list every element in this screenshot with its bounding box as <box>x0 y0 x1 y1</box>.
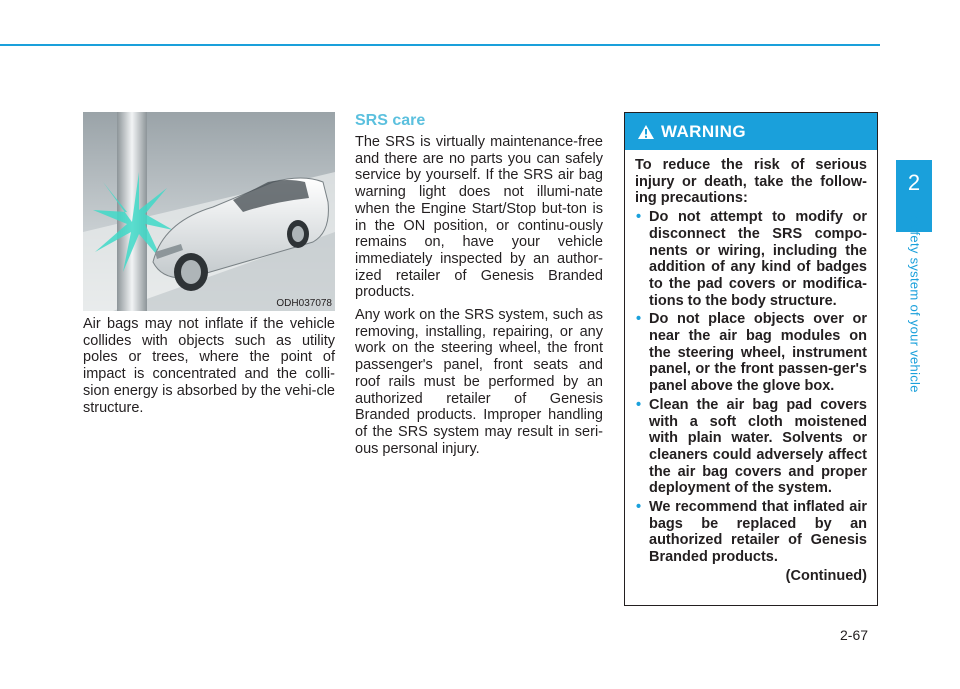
chapter-title: Safety system of your vehicle <box>907 215 923 393</box>
bullet-icon: • <box>636 396 642 413</box>
warning-item <box>635 311 867 395</box>
pole-collision-paragraph: Air bags may not inflate if the vehicle collides with objects such as utility poles or trees, where the point of impact is concentrated and the colli-sion energy is absorbed by the vehi-cle structure. <box>83 316 335 416</box>
continued-label: (Continued) <box>785 567 867 584</box>
warning-list <box>635 209 867 566</box>
srs-care-section <box>355 112 603 463</box>
bullet-icon: • <box>636 209 642 226</box>
warning-triangle-icon <box>637 124 655 140</box>
srs-care-paragraph-1: The SRS is virtually maintenance-free and there are no parts you can safely service by yourself. If the SRS air bag warning light does not illumi-nate when the Engine Start/Stop but-ton is in the ON position, or continu-ously remains on, have your vehicle immediately inspected by an author-ized retailer of Genesis Branded products. <box>355 134 603 301</box>
warning-title: WARNING <box>661 121 746 141</box>
warning-box <box>624 112 878 606</box>
warning-body <box>625 150 877 585</box>
warning-item <box>635 499 867 566</box>
chapter-number: 2 <box>907 170 921 195</box>
page-number: 2-67 <box>840 627 869 643</box>
pole-collision-illustration <box>83 112 335 311</box>
car-pole-image <box>83 112 335 311</box>
chapter-title-vertical <box>908 215 922 415</box>
warning-item-text: Clean the air bag pad covers with a soft cloth moistened with plain water. Solvents or cleaners could adversely affect the air bag covers and proper deployment of the system. <box>649 396 867 497</box>
left-column <box>83 316 335 416</box>
warning-item-text: Do not attempt to modify or disconnect the SRS compo-nents or wiring, including the addition of any kind of badges to the pad covers or modifica-tions to the body structure. <box>649 209 867 309</box>
warning-item-text: We recommend that inflated air bags be replaced by an authorized retailer of Genesis Branded products. <box>649 499 867 566</box>
bullet-icon: • <box>636 311 642 328</box>
warning-intro: To reduce the risk of serious injury or death, take the follow-ing precautions: <box>635 157 867 207</box>
warning-item-text: Do not place objects over or near the air bag modules on the steering wheel, instrument panel, or the front passen-ger's panel above the glove box. <box>649 311 867 395</box>
warning-item <box>635 397 867 497</box>
srs-care-paragraph-2: Any work on the SRS system, such as removing, installing, repairing, or any work on the steering wheel, the front passenger's panel, front seats and roof rails must be performed by an authorized retailer of Genesis Branded products. Improper handling of the SRS system may result in seri-ous personal injury. <box>355 307 603 457</box>
header-rule <box>0 44 880 46</box>
warning-item <box>635 209 867 309</box>
bullet-icon: • <box>636 499 642 516</box>
warning-header <box>625 113 877 150</box>
figure-code: ODH037078 <box>276 298 332 309</box>
srs-care-heading: SRS care <box>355 112 426 129</box>
